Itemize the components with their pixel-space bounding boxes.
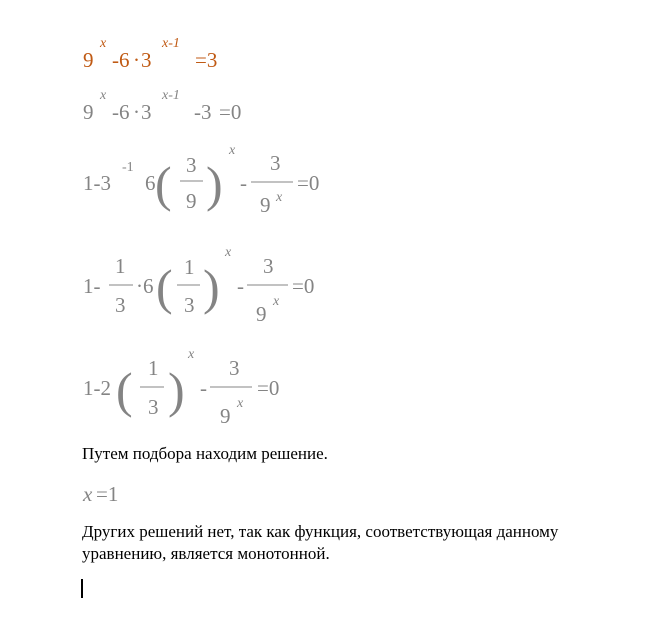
equation-3 xyxy=(0,140,651,225)
conclusion-line-1: Других решений нет, так как функция, соответствующая данному xyxy=(82,522,559,541)
eq1-exp1: x xyxy=(100,36,107,51)
text-cursor[interactable] xyxy=(81,579,83,598)
eq4-frac-den: 3 xyxy=(115,293,126,317)
eq5-exp-x: x xyxy=(188,347,195,362)
eq4-right-paren: ) xyxy=(203,259,220,315)
eq4-minus: - xyxy=(237,274,244,298)
eq1-rhs: =3 xyxy=(195,48,218,72)
eq4-frac2-den: 9 xyxy=(256,302,267,326)
eq4-paren-den: 3 xyxy=(184,293,195,317)
eq5-paren-num: 1 xyxy=(148,356,159,380)
eq2-dot: · xyxy=(133,100,140,124)
eq3-left-paren: ( xyxy=(155,156,172,212)
eq5-frac2-num: 3 xyxy=(229,356,240,380)
eq4-frac2-den-exp: x xyxy=(273,294,280,309)
eq3-frac-den: 9 xyxy=(186,189,197,213)
conclusion-line-2: уравнению, является монотонной. xyxy=(82,544,330,563)
eq2-exp1: x xyxy=(100,88,107,103)
solution-var: x xyxy=(83,482,93,506)
eq1-base1: 9 xyxy=(83,48,94,72)
eq5-right-paren: ) xyxy=(168,362,185,418)
eq1-exp2: x-1 xyxy=(162,36,180,51)
eq2-minus6: -6 xyxy=(112,100,130,124)
eq5-rhs: =0 xyxy=(257,376,280,400)
eq1-minus6: -6 xyxy=(112,48,130,72)
eq2-rhs: =0 xyxy=(219,100,242,124)
eq2-tail: -3 xyxy=(194,100,212,124)
equation-2 xyxy=(0,85,651,130)
eq4-exp-x: x xyxy=(225,245,232,260)
eq3-exp-x: x xyxy=(229,143,236,158)
eq3-right-paren: ) xyxy=(206,156,223,212)
eq4-rhs: =0 xyxy=(292,274,315,298)
equation-1 xyxy=(0,0,651,80)
eq5-frac2-den-exp: x xyxy=(237,396,244,411)
eq4-lead: 1- xyxy=(83,274,101,298)
solution-rhs: =1 xyxy=(96,482,119,506)
eq5-frac2-den: 9 xyxy=(220,404,231,428)
eq4-dot6: ·6 xyxy=(136,274,154,298)
eq1-dot: · xyxy=(133,48,140,72)
eq3-exp-neg1: -1 xyxy=(122,160,134,175)
equation-4 xyxy=(0,240,651,330)
eq3-minus: - xyxy=(240,171,247,195)
solution-equation xyxy=(0,475,651,510)
eq1-base2: 3 xyxy=(141,48,152,72)
eq5-lead: 1-2 xyxy=(83,376,111,400)
eq3-six: 6 xyxy=(145,171,156,195)
eq3-frac2-num: 3 xyxy=(270,151,281,175)
eq3-frac2-den-exp: x xyxy=(276,190,283,205)
eq3-lead: 1-3 xyxy=(83,171,111,195)
eq2-base2: 3 xyxy=(141,100,152,124)
equation-5 xyxy=(0,340,651,435)
eq3-rhs: =0 xyxy=(297,171,320,195)
eq4-left-paren: ( xyxy=(156,259,173,315)
eq2-base1: 9 xyxy=(83,100,94,124)
eq3-frac2-den: 9 xyxy=(260,193,271,217)
eq5-minus: - xyxy=(200,376,207,400)
eq5-left-paren: ( xyxy=(116,362,133,418)
eq4-frac2-num: 3 xyxy=(263,254,274,278)
eq4-frac-num: 1 xyxy=(115,254,126,278)
eq2-exp2: x-1 xyxy=(162,88,180,103)
eq5-paren-den: 3 xyxy=(148,395,159,419)
eq4-paren-num: 1 xyxy=(184,255,195,279)
eq3-frac-num: 3 xyxy=(186,153,197,177)
intro-text: Путем подбора находим решение. xyxy=(82,444,328,463)
